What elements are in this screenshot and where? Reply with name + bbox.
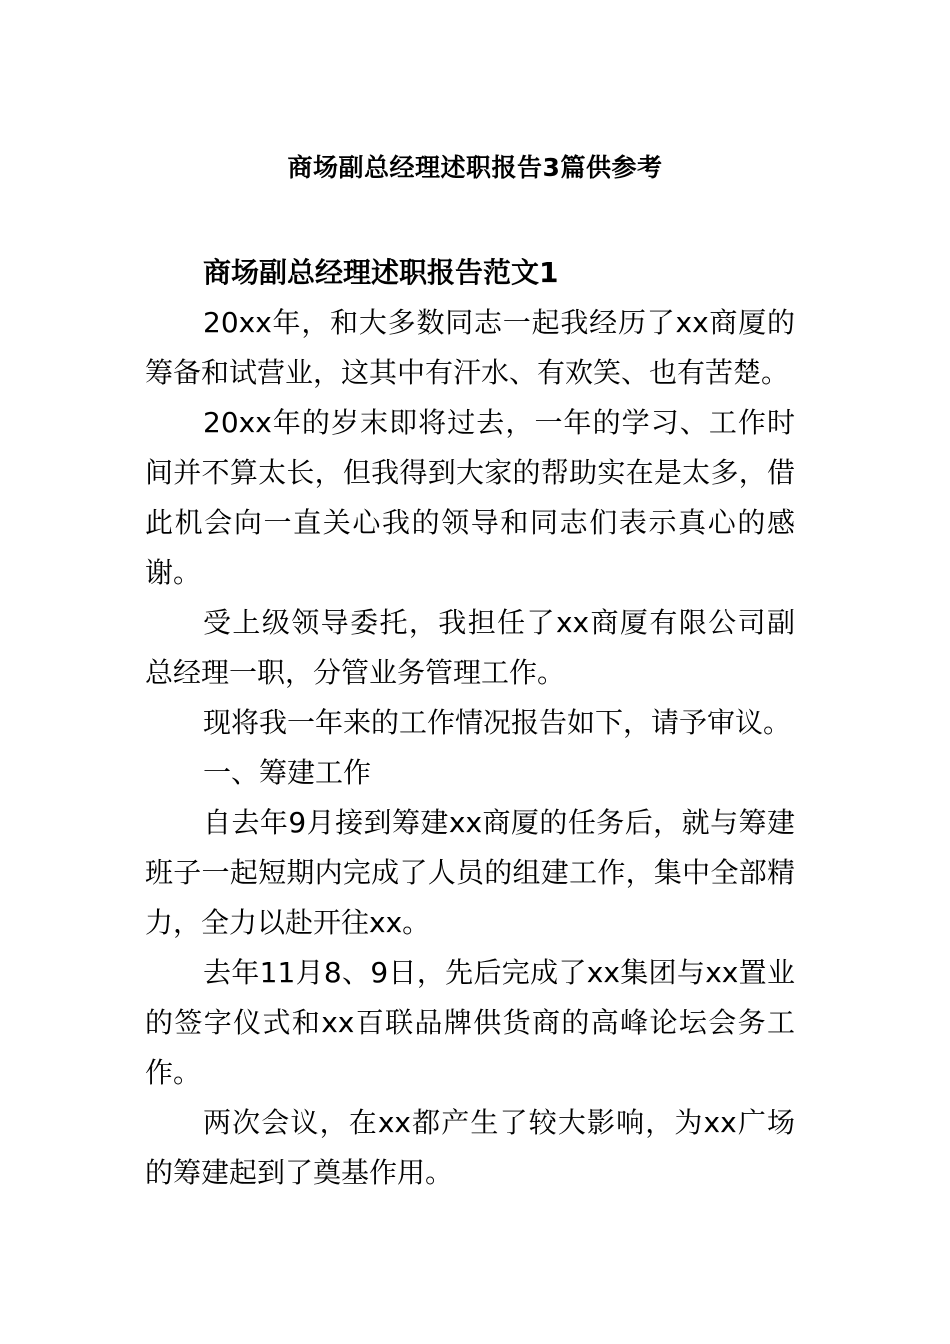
- document-body: [145, 248, 795, 1198]
- document-title: 商场副总经理述职报告3篇供参考: [287, 153, 663, 182]
- paragraph: 自去年9月接到筹建xx商厦的任务后，就与筹建班子一起短期内完成了人员的组建工作，集中全部精力，全力以赴开往xx。: [145, 806, 795, 939]
- section-title: 一、筹建工作: [203, 756, 372, 789]
- paragraph: 20xx年，和大多数同志一起我经历了xx商厦的筹备和试营业，这其中有汗水、有欢笑、也有苦楚。: [145, 306, 795, 389]
- paragraph: 受上级领导委托，我担任了xx商厦有限公司副总经理一职，分管业务管理工作。: [145, 606, 795, 689]
- paragraph: 去年11月8、9日，先后完成了xx集团与xx置业的签字仪式和xx百联品牌供货商的高峰论坛会务工作。: [145, 956, 795, 1089]
- paragraph: 现将我一年来的工作情况报告如下，请予审议。: [203, 706, 792, 739]
- report-heading: 商场副总经理述职报告范文1: [203, 256, 559, 289]
- paragraph: 20xx年的岁末即将过去，一年的学习、工作时间并不算太长，但我得到大家的帮助实在是太多，借此机会向一直关心我的领导和同志们表示真心的感谢。: [145, 406, 795, 589]
- paragraph: 两次会议，在xx都产生了较大影响，为xx广场的筹建起到了奠基作用。: [145, 1106, 795, 1189]
